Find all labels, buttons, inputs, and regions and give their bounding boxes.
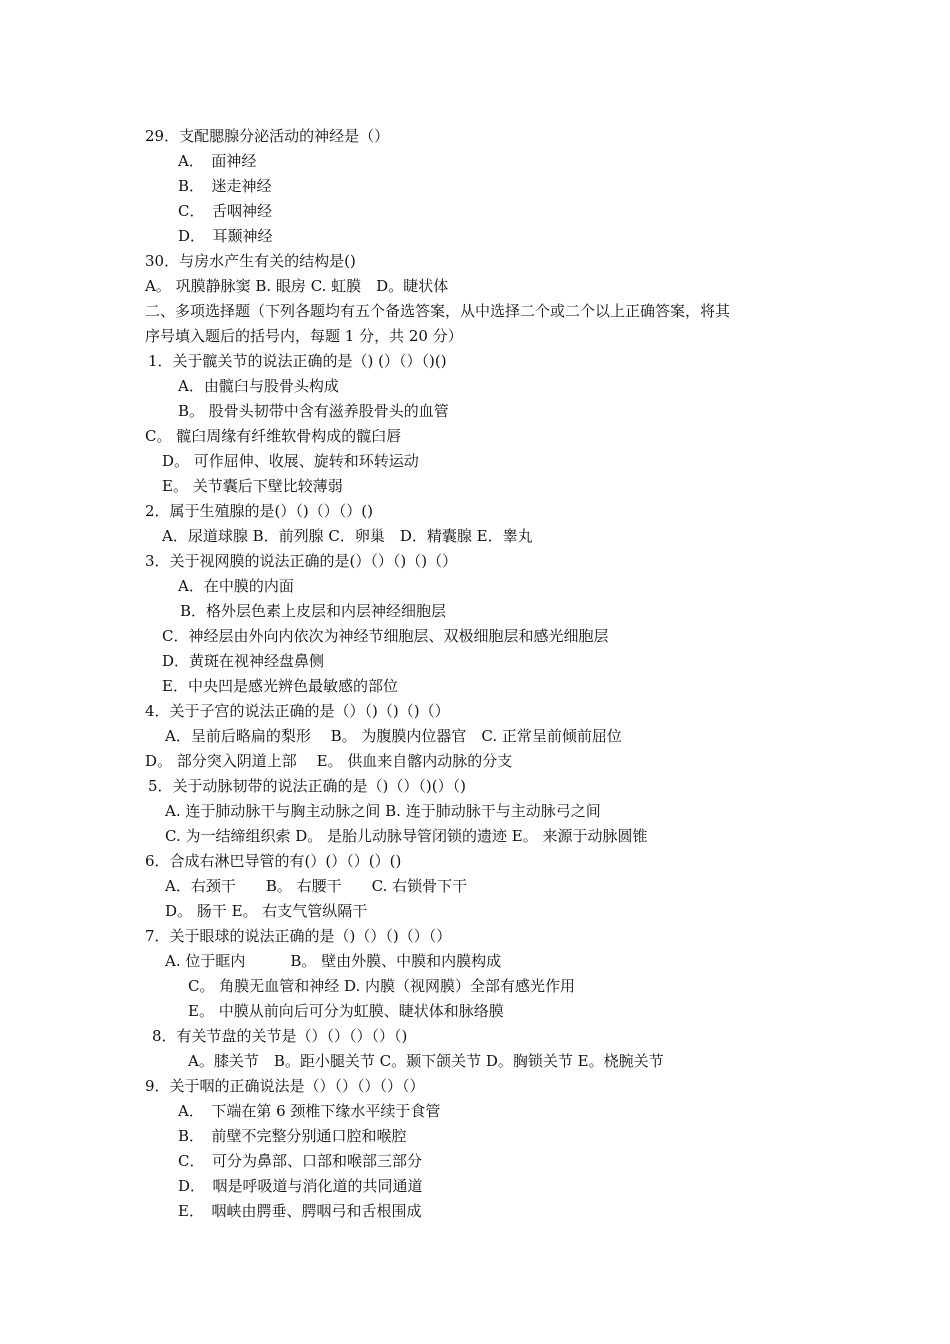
text-line: E。 中膜从前向后可分为虹膜、睫状体和脉络膜 <box>188 1002 504 1020</box>
text-line: A． 面神经 <box>178 152 257 170</box>
text-line: C。 角膜无血管和神经 D. 内膜（视网膜）全部有感光作用 <box>188 977 576 995</box>
text-line: 7．关于眼球的说法正确的是（)（）（)（）（） <box>145 927 452 945</box>
text-line: B。 股骨头韧带中含有滋养股骨头的血管 <box>178 402 449 420</box>
text-line: E． 咽峡由腭垂、腭咽弓和舌根围成 <box>178 1202 422 1220</box>
text-line: 6．合成右淋巴导管的有(）(）（）(）() <box>145 852 402 870</box>
text-line: 4．关于子宫的说法正确的是（）（)（)（)（） <box>145 702 450 720</box>
text-line: 9．关于咽的正确说法是（）（）（）（）（） <box>145 1077 425 1095</box>
text-line: D。 肠干 E。 右支气管纵隔干 <box>165 902 368 920</box>
text-line: C．神经层由外向内依次为神经节细胞层、双极细胞层和感光细胞层 <box>162 627 609 645</box>
text-line: 30．与房水产生有关的结构是() <box>145 252 356 270</box>
text-line: A．在中膜的内面 <box>178 577 294 595</box>
text-line: 1．关于髋关节的说法正确的是（) (）（）（)() <box>148 352 447 370</box>
text-line: A．由髋臼与股骨头构成 <box>178 377 339 395</box>
text-line: B． 前壁不完整分别通口腔和喉腔 <box>178 1127 407 1145</box>
text-line: C. 为一结缔组织索 D。 是胎儿动脉导管闭锁的遗迹 E。 来源于动脉圆锥 <box>165 827 648 845</box>
text-line: 5．关于动脉韧带的说法正确的是（)（）（)(）（) <box>148 777 466 795</box>
text-line: D． 耳颞神经 <box>178 227 273 245</box>
text-line: C． 可分为鼻部、口部和喉部三部分 <box>178 1152 422 1170</box>
text-line: B． 迷走神经 <box>178 177 272 195</box>
text-line: B．格外层色素上皮层和内层神经细胞层 <box>180 602 447 620</box>
text-line: A．尿道球腺 B．前列腺 C．卵巢 D．精囊腺 E．睾丸 <box>162 527 533 545</box>
text-line: A．右颈干 B。 右腰干 C. 右锁骨下干 <box>165 877 468 895</box>
text-line: 2．属于生殖腺的是(）（)（）（）() <box>145 502 373 520</box>
text-line: 3．关于视网膜的说法正确的是(）（）（)（)（） <box>145 552 458 570</box>
text-line: 二、多项选择题（下列各题均有五个备选答案，从中选择二个或二个以上正确答案，将其 <box>145 302 731 320</box>
text-line: E．中央凹是感光辨色最敏感的部位 <box>162 677 398 695</box>
text-line: A．呈前后略扁的梨形 B。 为腹膜内位器官 C. 正常呈前倾前屈位 <box>165 727 622 745</box>
text-line: 29．支配腮腺分泌活动的神经是（） <box>145 127 390 145</box>
text-line: D。 部分突入阴道上部 E。 供血来自髂内动脉的分支 <box>145 752 513 770</box>
text-line: C。 髋臼周缘有纤维软骨构成的髋臼唇 <box>145 427 402 445</box>
text-line: A。 巩膜静脉窦 B. 眼房 C. 虹膜 D。睫状体 <box>145 277 449 295</box>
text-line: D。 可作屈伸、收展、旋转和环转运动 <box>162 452 419 470</box>
text-line: 序号填入题后的括号内，每题 1 分，共 20 分） <box>145 327 463 345</box>
text-line: A. 位于眶内 B。 壁由外膜、中膜和内膜构成 <box>165 952 502 970</box>
text-line: D． 咽是呼吸道与消化道的共同通道 <box>178 1177 423 1195</box>
text-line: A. 连于肺动脉干与胸主动脉之间 B. 连于肺动脉干与主动脉弓之间 <box>165 802 601 820</box>
text-line: C． 舌咽神经 <box>178 202 272 220</box>
text-line: D．黄斑在视神经盘鼻侧 <box>162 652 325 670</box>
text-line: 8．有关节盘的关节是（）（）（）（）（) <box>152 1027 408 1045</box>
text-line: E。 关节囊后下壁比较薄弱 <box>162 477 343 495</box>
document-body <box>0 124 950 1224</box>
text-line: A。膝关节 B。距小腿关节 C。颞下颌关节 D。胸锁关节 E。桡腕关节 <box>188 1052 664 1070</box>
text-line: A． 下端在第 6 颈椎下缘水平续于食管 <box>178 1102 441 1120</box>
